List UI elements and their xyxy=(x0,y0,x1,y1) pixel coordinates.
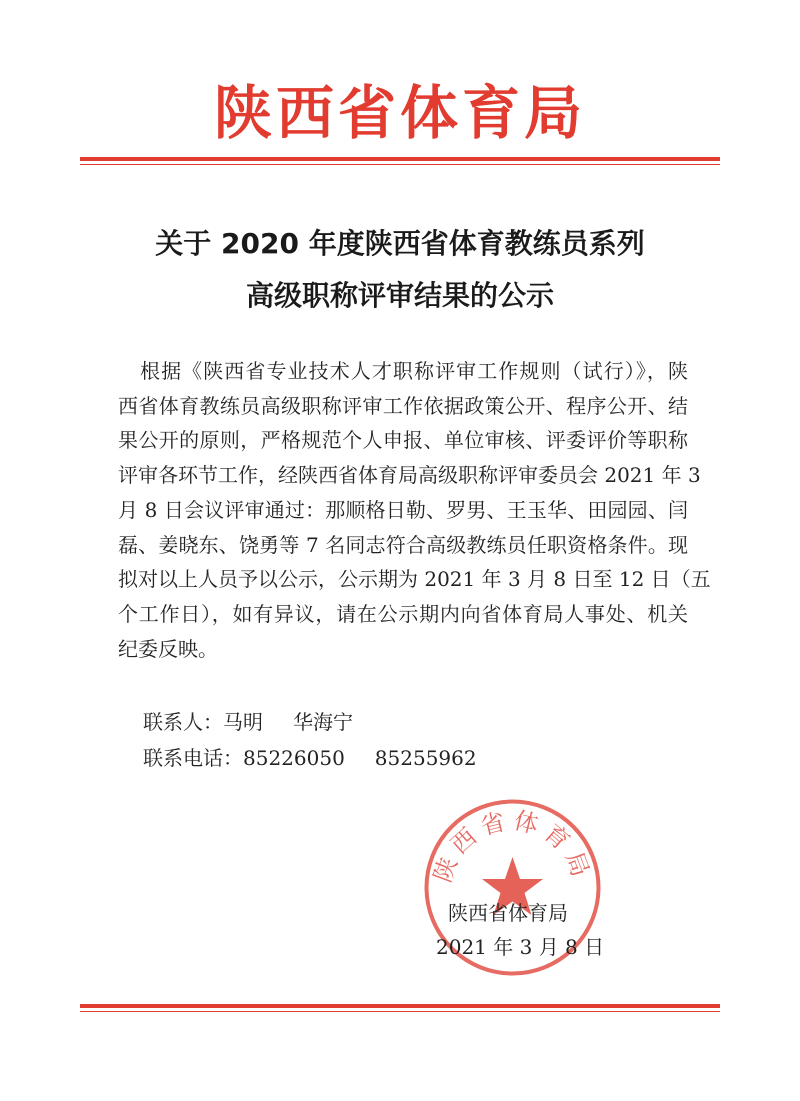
signature-org: 陕西省体育局 xyxy=(448,901,568,925)
contact-phone-row xyxy=(143,742,477,771)
footer-rule xyxy=(80,1004,720,1008)
contact-phone-label: 联系电话： xyxy=(143,746,243,770)
contact-person-label: 联系人： xyxy=(143,710,223,734)
signature-date: 2021 年 3 月 8 日 xyxy=(436,935,605,959)
body-line: 评审各环节工作，经陕西省体育局高级职称评审委员会 2021 年 3 xyxy=(118,463,701,488)
body-line: 月 8 日会议评审通过：那顺格日勒、罗男、王玉华、田园园、闫 xyxy=(118,497,688,522)
seal-text: 陕西省体育局 xyxy=(428,806,597,886)
doc-title-line2: 高级职称评审结果的公示 xyxy=(245,279,554,312)
contact-person-2: 华海宁 xyxy=(293,710,353,734)
letterhead-title: 陕西省体育局 xyxy=(213,79,586,147)
contact-phone-1: 85226050 xyxy=(243,746,345,770)
letterhead-rule-thin xyxy=(80,164,720,165)
doc-title-line1: 关于 2020 年度陕西省体育教练员系列 xyxy=(155,227,645,260)
letterhead-rule xyxy=(80,157,720,161)
body-line: 拟对以上人员予以公示，公示期为 2021 年 3 月 8 日至 12 日（五 xyxy=(118,567,711,592)
body-line: 纪委反映。 xyxy=(118,636,218,661)
footer-rule-thin xyxy=(80,1011,720,1012)
body-line: 果公开的原则，严格规范个人申报、单位审核、评委评价等职称 xyxy=(118,428,688,453)
contact-person-1: 马明 xyxy=(223,710,263,734)
contact-phone-2: 85255962 xyxy=(374,746,477,770)
body-line: 根据《陕西省专业技术人才职称评审工作规则（试行）》，陕 xyxy=(140,359,688,383)
body-line: 个工作日），如有异议，请在公示期内向省体育局人事处、机关 xyxy=(118,601,688,626)
body-line: 磊、姜晓东、饶勇等 7 名同志符合高级教练员任职资格条件。现 xyxy=(118,532,688,557)
body-paragraph xyxy=(118,354,711,666)
contact-person-row xyxy=(143,706,353,735)
body-line: 西省体育教练员高级职称评审工作依据政策公开、程序公开、结 xyxy=(118,393,688,418)
